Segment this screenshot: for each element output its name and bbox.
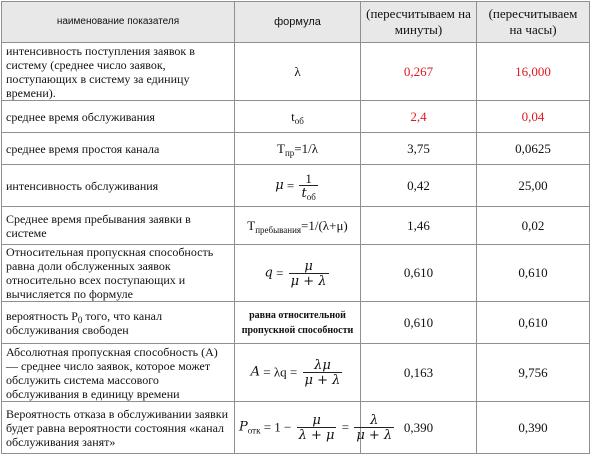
row-value-minutes: 0,390 [361,402,477,454]
fraction-denominator [354,428,394,442]
formula-lambda: λ [294,63,301,79]
fraction-mu-plus-lambda: μ + λ [290,273,327,289]
formula-fraction-1 [297,413,337,442]
row-value-hours: 9,756 [477,344,590,402]
fraction-mu-plus-lambda: μ + λ [356,428,393,443]
formula-fraction [299,172,317,200]
row-value-hours: 0,610 [477,302,590,344]
fraction-numerator [289,259,329,274]
table-row [2,302,590,344]
row-value-hours: 0,610 [477,245,590,302]
row-formula [235,101,361,133]
row-name: среднее время простоя канала [2,133,235,165]
row-formula [235,165,361,207]
row-name: Среднее время пребывания заявки в системе [2,207,235,245]
header-formula: формула [235,2,361,43]
row-formula [235,133,361,165]
formula-A-rest: = λq = [260,364,301,380]
row-name: Вероятность отказа в обслуживании заявки будет равна вероятности состояния «канал обслуживания занят» [2,402,235,454]
fraction-numerator [354,413,394,428]
row-value-hours: 0,0625 [477,133,590,165]
fraction-numerator: 1 [299,172,317,186]
table-row [2,245,590,302]
row-value-hours: 0,02 [477,207,590,245]
row-value-minutes: 0,42 [361,165,477,207]
formula-P: P [239,419,248,435]
row-formula: равна относительной пропускной способности [235,302,361,344]
formula-T-sub: пребывания [255,224,302,235]
fraction-denominator [303,373,343,387]
fraction-mu: μ [312,413,321,428]
fraction-lambda-mu: λμ [314,358,331,373]
fraction-t-sub: об [306,191,316,202]
formula-eq: = [276,265,284,280]
table-row [2,402,590,454]
fraction-mu-plus-lambda: μ + λ [304,373,341,388]
row-name: среднее время обслуживания [2,101,235,133]
table-row [2,101,590,133]
formula-t-sub: об [294,115,304,126]
row-name [2,302,235,344]
formula-P-rest: = 1 − [260,419,295,435]
row-formula [235,245,361,302]
row-value-minutes: 2,4 [361,101,477,133]
fraction-numerator [303,358,343,373]
row-value-minutes: 3,75 [361,133,477,165]
formula-eq: = [286,177,295,193]
table-row [2,207,590,245]
table-header-row [2,2,590,43]
indicators-table [1,1,590,454]
table-row [2,43,590,101]
row-value-minutes: 1,46 [361,207,477,245]
row-formula [235,43,361,101]
row-value-hours: 0,04 [477,101,590,133]
fraction-lambda: λ [370,413,379,428]
formula-mu: μ [275,177,284,193]
table-row [2,165,590,207]
fraction-lambda-plus-mu: λ + μ [298,428,335,443]
row-value-hours: 16,000 [477,43,590,101]
formula-T-rest: =1/λ [294,140,319,156]
row-name: Относительная пропускная способность равна доли обслуженных заявок относительно всех поступающих и вычисляется по формуле [2,245,235,302]
row-value-minutes: 0,267 [361,43,477,101]
row-value-hours: 25,00 [477,165,590,207]
formula-fraction [303,358,343,387]
formula-fraction [289,259,329,288]
fraction-denominator [297,428,337,442]
fraction-denominator [289,274,329,288]
fraction-denominator [299,186,317,200]
formula-fraction-2 [354,413,394,442]
formula-q: q [264,265,273,280]
header-hours: (пересчитываем на часы) [477,2,590,43]
formula-eq: = [341,419,350,435]
formula-T-sub: пр [284,147,295,158]
row-value-minutes: 0,163 [361,344,477,402]
fraction-mu: μ [304,258,313,274]
row-name: Абсолютная пропускная способность (А) — среднее число заявок, которое может обслужить система массового обслуживания в единицу времени [2,344,235,402]
table-row [2,344,590,402]
formula-t: t [291,108,295,124]
row-value-minutes: 0,610 [361,245,477,302]
row-value-minutes: 0,610 [361,302,477,344]
formula-A: A [250,364,261,380]
header-minutes: (пересчитываем на минуты) [361,2,477,43]
table-row [2,133,590,165]
formula-T-rest: =1/(λ+μ) [301,217,348,233]
row-name: интенсивность поступления заявок в систему (среднее число заявок, поступающих в систему за единицу времени). [2,43,235,101]
formula-P-sub: отк [247,425,261,436]
row-value-hours: 0,390 [477,402,590,454]
row-name: интенсивность обслуживания [2,165,235,207]
formula-T: T [247,217,256,233]
p0-text-post: того, что канал обслуживания свободен [6,308,163,337]
p0-text-pre: вероятность P [6,308,78,323]
header-name: наименование показателя [2,2,235,43]
row-formula [235,207,361,245]
fraction-t: t [301,185,307,201]
fraction-numerator [297,413,337,428]
p0-sub: 0 [77,314,83,325]
row-formula [235,344,361,402]
formula-T: T [276,140,285,156]
